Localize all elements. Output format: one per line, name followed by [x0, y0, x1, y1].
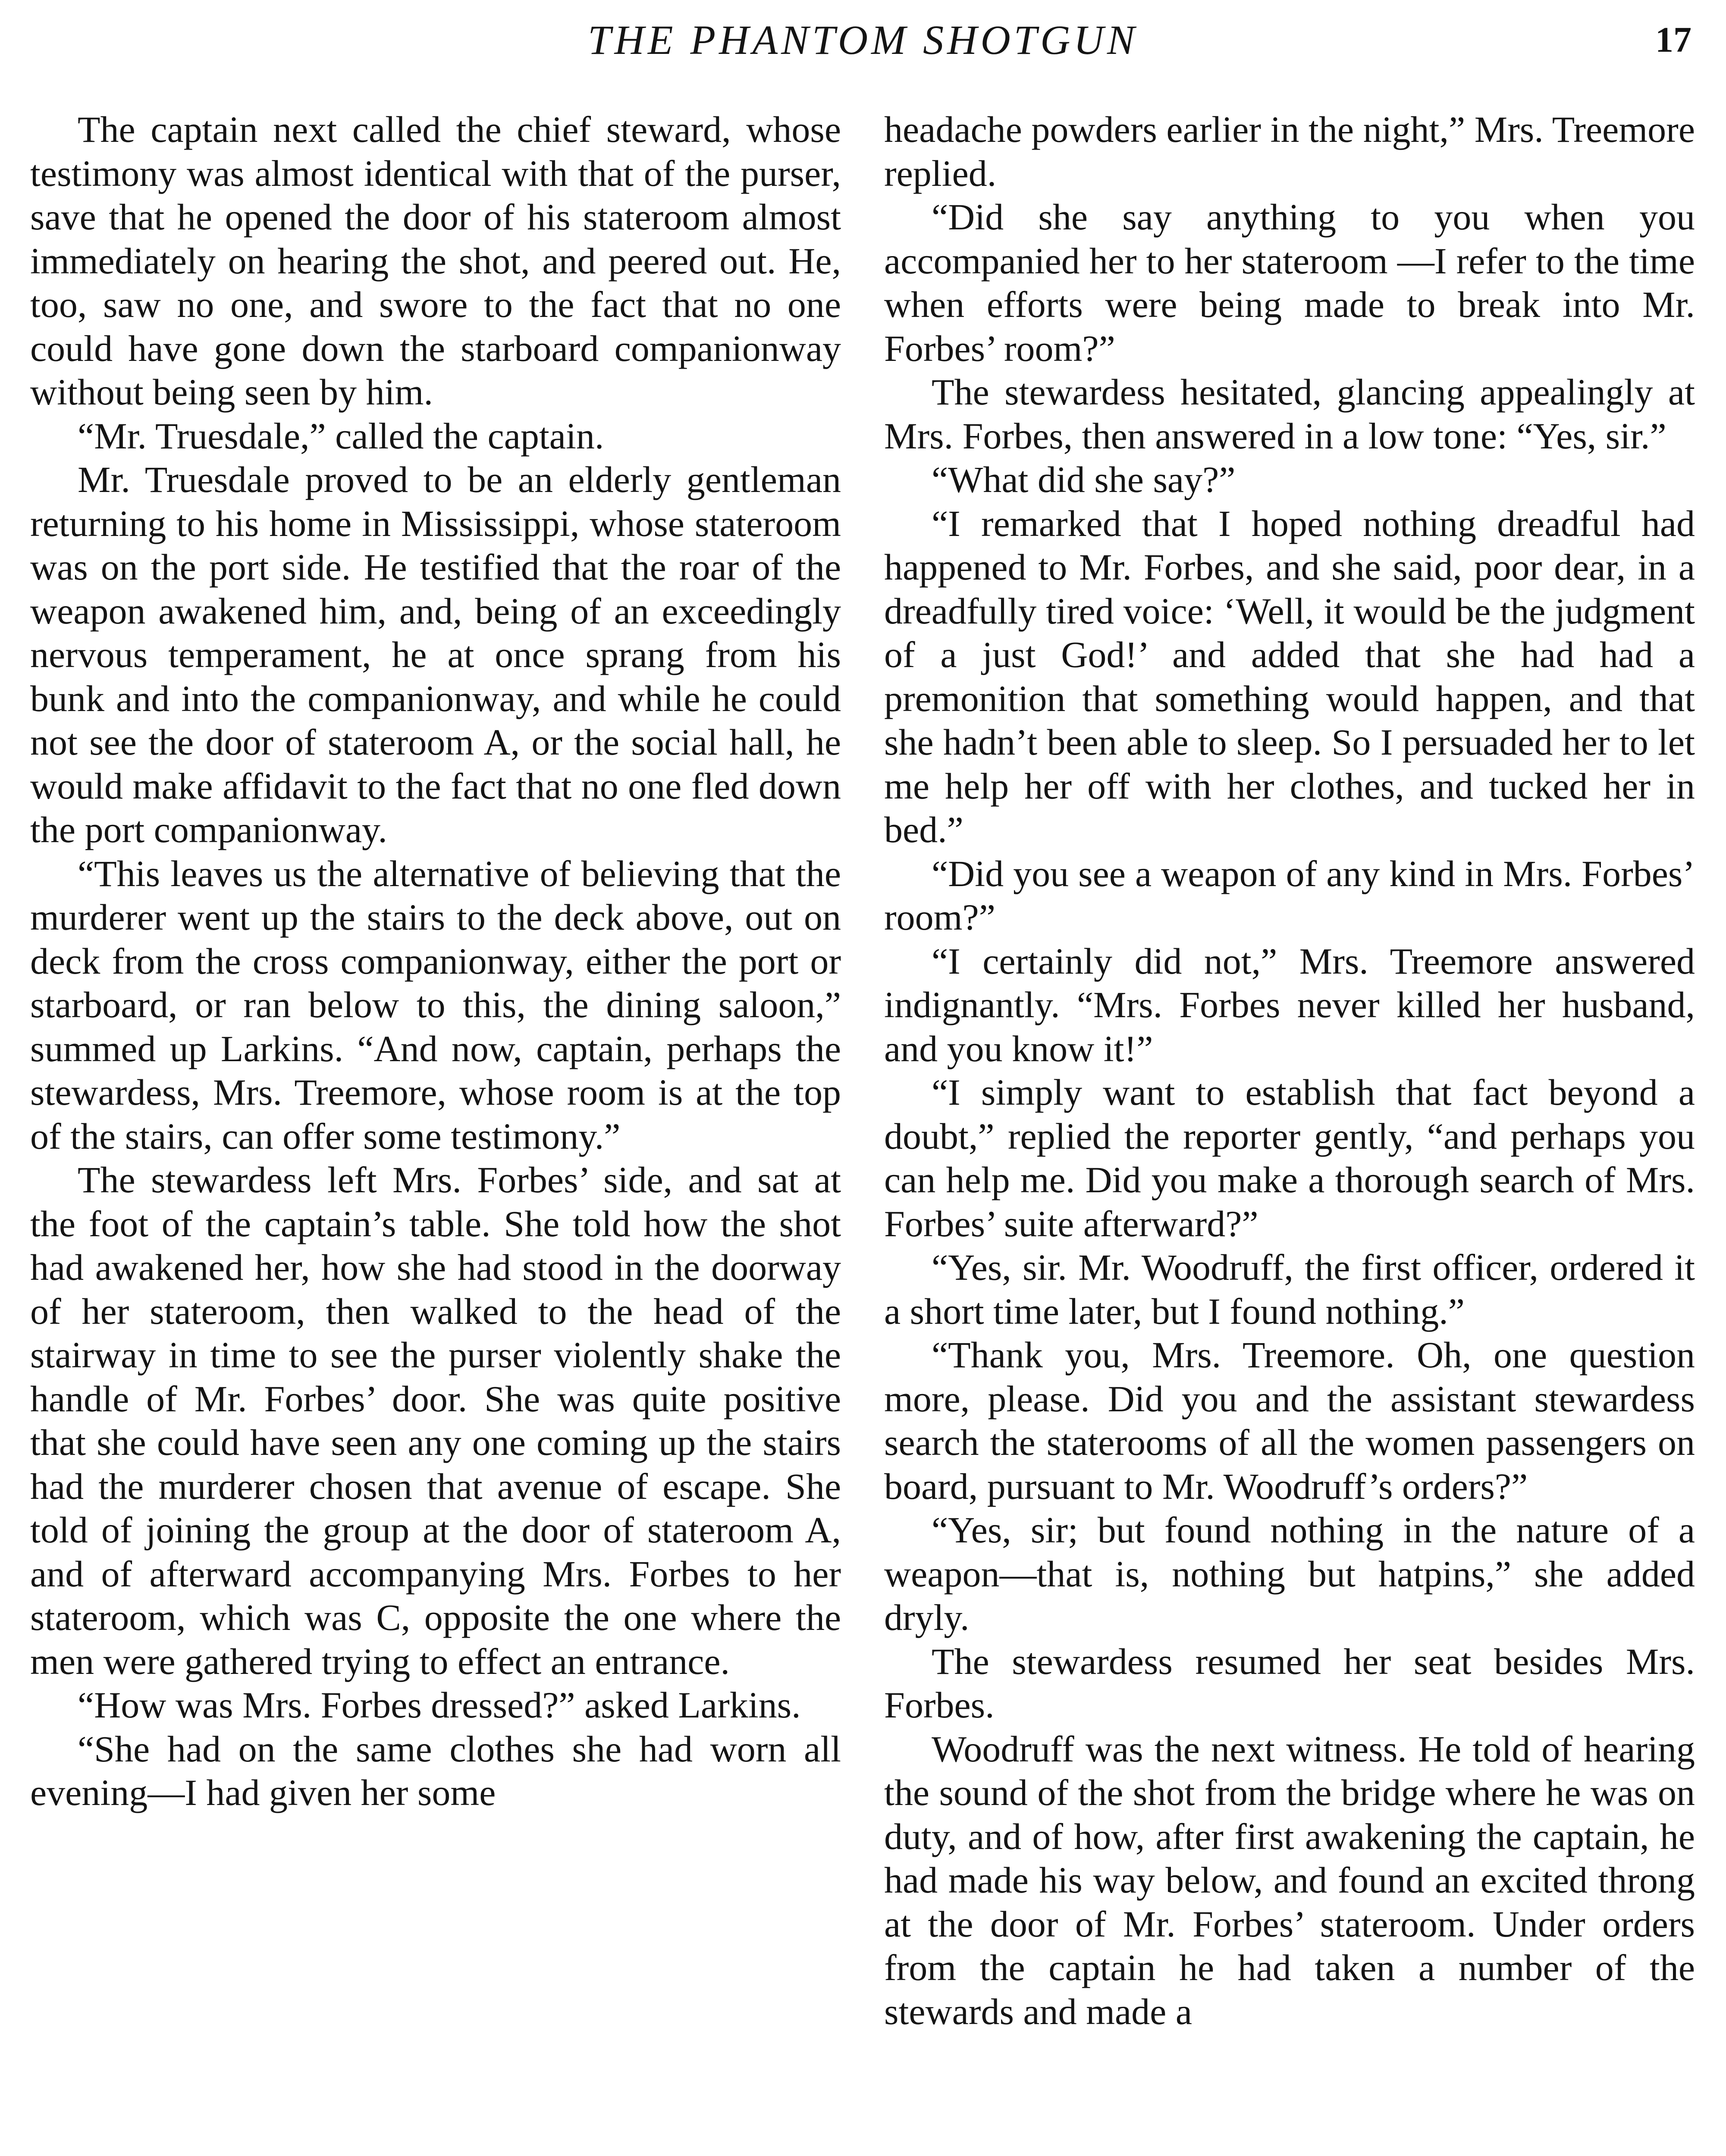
paragraph: Woodruff was the next witness. He told of hearing the sound of the shot from the bridge where he was on duty, and of how, after first awakening the captain, he had made his way below, and found an excited throng at the door of Mr. Forbes’ stateroom. Under orders from the captain he had taken a number of the stewards and made a	[884, 1728, 1695, 2032]
paragraph: “How was Mrs. Forbes dressed?” asked Larkins.	[78, 1684, 801, 1726]
running-title: THE PHANTOM SHOTGUN	[588, 17, 1138, 63]
page-number: 17	[1655, 20, 1691, 60]
paragraph: The stewardess resumed her seat besides Mrs. Forbes.	[884, 1640, 1695, 1726]
running-head	[26, 12, 1700, 68]
paragraph: “Mr. Truesdale,” called the captain.	[78, 415, 604, 457]
paragraph: “She had on the same clothes she had worn all evening—I had given her some	[30, 1728, 841, 1813]
paragraph: The stewardess hesitated, glancing appealingly at Mrs. Forbes, then answered in a low tone: “Yes, sir.”	[884, 371, 1695, 457]
paragraph: “Yes, sir. Mr. Woodruff, the first officer, ordered it a short time later, but I found nothing.”	[884, 1247, 1695, 1332]
paragraph: “Did you see a weapon of any kind in Mrs. Forbes’ room?”	[884, 852, 1695, 938]
paragraph: headache powders earlier in the night,” Mrs. Treemore replied.	[884, 109, 1695, 194]
paragraph: “I remarked that I hoped nothing dreadful had happened to Mr. Forbes, and she said, poor dear, in a dreadfully tired voice: ‘Well, it would be the judgment of a just God!’ and added that she had had a premonition that something would happen, and that she hadn’t been able to sleep. So I persuaded her to let me help her off with her clothes, and tucked her in bed.”	[884, 502, 1695, 850]
paragraph: “Thank you, Mrs. Treemore. Oh, one question more, please. Did you and the assistant stewardess search the staterooms of all the women passengers on board, pursuant to Mr. Woodruff’s orders?”	[884, 1334, 1695, 1507]
right-column	[884, 108, 1695, 2156]
paragraph: The captain next called the chief steward, whose testimony was almost identical with that of the purser, save that he opened the door of his stateroom almost immediately on hearing the shot, and peered out. He, too, saw no one, and swore to the fact that no one could have gone down the starboard companionway without being seen by him.	[30, 109, 841, 413]
paragraph: Mr. Truesdale proved to be an elderly gentleman returning to his home in Mississippi, whose stateroom was on the port side. He testified that the roar of the weapon awakened him, and, being of an exceedingly nervous temperament, he at once sprang from his bunk and into the companionway, and while he could not see the door of stateroom A, or the social hall, he would make affidavit to the fact that no one fled down the port companionway.	[30, 459, 841, 850]
paragraph: “This leaves us the alternative of believing that the murderer went up the stairs to the deck above, out on deck from the cross companionway, either the port or starboard, or ran below to this, the dining saloon,” summed up Larkins. “And now, captain, perhaps the stewardess, Mrs. Treemore, whose room is at the top of the stairs, can offer some testimony.”	[30, 852, 841, 1157]
text-columns	[30, 108, 1695, 2156]
paragraph: “I certainly did not,” Mrs. Treemore answered indignantly. “Mrs. Forbes never killed her husband, and you know it!”	[884, 940, 1695, 1069]
paragraph: “Yes, sir; but found nothing in the nature of a weapon—that is, nothing but hatpins,” she added dryly.	[884, 1509, 1695, 1638]
left-column	[30, 108, 841, 2156]
paragraph: “I simply want to establish that fact beyond a doubt,” replied the reporter gently, “and perhaps you can help me. Did you make a thorough search of Mrs. Forbes’ suite afterward?”	[884, 1072, 1695, 1244]
paragraph: The stewardess left Mrs. Forbes’ side, and sat at the foot of the captain’s table. She told how the shot had awakened her, how she had stood in the doorway of her stateroom, then walked to the head of the stairway in time to see the purser violently shake the handle of Mr. Forbes’ door. She was quite positive that she could have seen any one coming up the stairs had the murderer chosen that avenue of escape. She told of joining the group at the door of stateroom A, and of afterward accompanying Mrs. Forbes to her stateroom, which was C, opposite the one where the men were gathered trying to effect an entrance.	[30, 1159, 841, 1682]
paragraph: “What did she say?”	[932, 459, 1236, 500]
paragraph: “Did she say anything to you when you accompanied her to her stateroom —I refer to the time when efforts were being made to break into Mr. Forbes’ room?”	[884, 196, 1695, 369]
